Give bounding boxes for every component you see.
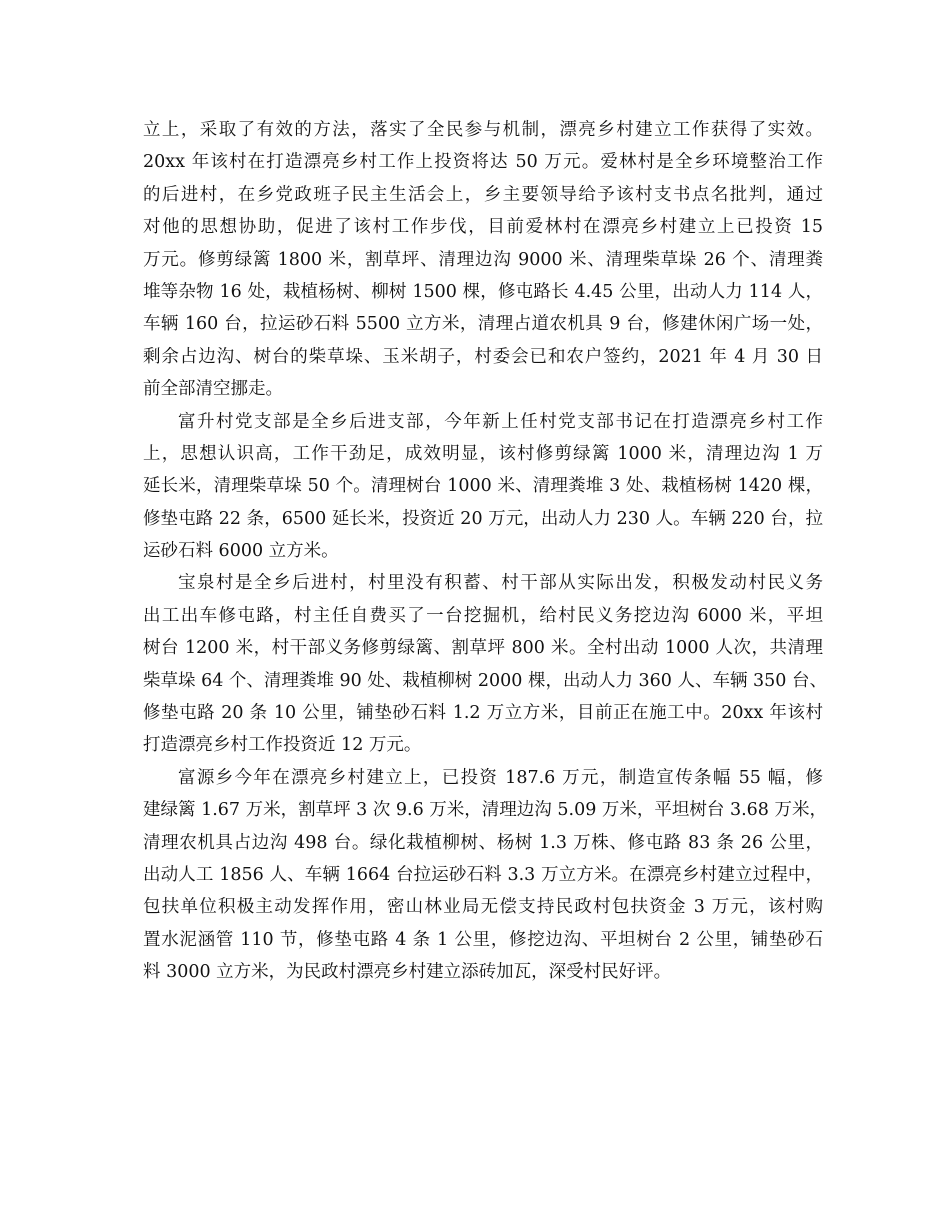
text-line: 打造漂亮乡村工作投资近 12 万元。 [143,735,422,756]
paragraph-2 [143,406,823,568]
text-line: 料 3000 立方米，为民政村漂亮乡村建立添砖加瓦，深受村民好评。 [143,962,672,983]
paragraph-1 [143,114,823,406]
text-line: 出工出车修屯路，村主任自费买了一台挖掘机，给村民义务挖边沟 6000 米，平坦 [143,605,823,626]
text-line: 出动人工 1856 人、车辆 1664 台拉运砂石料 3.3 万立方米。在漂亮乡村建立过程中， [143,864,823,885]
text-line: 前全部清空挪走。 [143,379,283,400]
text-line: 对他的思想协助，促进了该村工作步伐，目前爱林村在漂亮乡村建立上已投资 15 [143,217,823,238]
document-body [143,114,828,989]
text-line: 富升村党支部是全乡后进支部，今年新上任村党支部书记在打造漂亮乡村工作 [178,411,823,432]
text-line: 建绿篱 1.67 万米，割草坪 3 次 9.6 万米，清理边沟 5.09 万米，平坦树台 3.68 万米， [143,800,827,821]
text-line: 万元。修剪绿篱 1800 米，割草坪、清理边沟 9000 米、清理柴草垛 26 个、清理粪 [143,249,823,270]
text-line: 延长米，清理柴草垛 50 个。清理树台 1000 米、清理粪堆 3 处、栽植杨树 1420 棵， [143,476,823,497]
text-line: 立上，采取了有效的方法，落实了全民参与机制，漂亮乡村建立工作获得了实效。 [143,120,823,140]
text-line: 置水泥涵管 110 节，修垫屯路 4 条 1 公里，修挖边沟、平坦树台 2 公里，铺垫砂石 [143,929,823,950]
text-line: 堆等杂物 16 处，栽植杨树、柳树 1500 棵，修屯路长 4.45 公里，出动人力 114 人， [143,281,823,302]
text-line: 树台 1200 米，村干部义务修剪绿篱、割草坪 800 米。全村出动 1000 人次，共清理 [143,638,823,659]
text-line: 包扶单位积极主动发挥作用，密山林业局无偿支持民政村包扶资金 3 万元，该村购 [143,897,823,918]
text-line: 车辆 160 台，拉运砂石料 5500 立方米，清理占道农机具 9 台，修建休闲广场一处， [143,314,823,335]
text-line: 剩余占边沟、树台的柴草垛、玉米胡子，村委会已和农户签约，2021 年 4 月 30 日 [143,346,823,367]
text-line: 柴草垛 64 个、清理粪堆 90 处、栽植柳树 2000 棵，出动人力 360 人、车辆 350 台、 [143,670,828,691]
text-line: 富源乡今年在漂亮乡村建立上，已投资 187.6 万元，制造宣传条幅 55 幅，修 [178,767,823,788]
text-line: 修垫屯路 20 条 10 公里，铺垫砂石料 1.2 万立方米，目前正在施工中。20xx 年该村 [143,703,823,724]
text-line: 清理农机具占边沟 498 台。绿化栽植柳树、杨树 1.3 万株、修屯路 83 条 26 公里， [143,832,823,853]
text-line: 运砂石料 6000 立方米。 [143,541,339,562]
paragraph-3 [143,567,828,761]
paragraph-4 [143,762,827,989]
text-line: 上，思想认识高，工作干劲足，成效明显，该村修剪绿篱 1000 米，清理边沟 1 万 [143,443,823,464]
text-line: 的后进村，在乡党政班子民主生活会上，乡主要领导给予该村支书点名批判，通过 [143,184,823,205]
text-line: 宝泉村是全乡后进村，村里没有积蓄、村干部从实际出发，积极发动村民义务 [178,573,823,594]
text-line: 20xx 年该村在打造漂亮乡村工作上投资将达 50 万元。爱林村是全乡环境整治工作 [143,152,823,173]
text-line: 修垫屯路 22 条，6500 延长米，投资近 20 万元，出动人力 230 人。车辆 220 台，拉 [143,508,823,529]
